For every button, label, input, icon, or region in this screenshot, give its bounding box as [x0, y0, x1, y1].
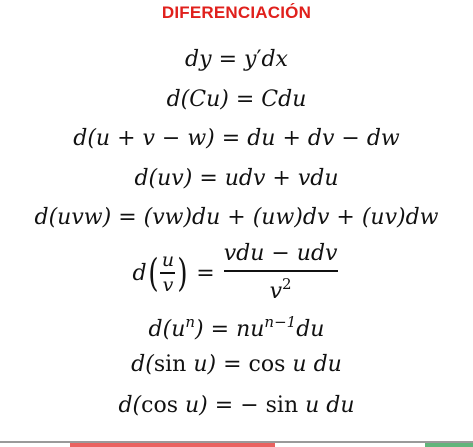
equals-sign: = [214, 393, 234, 418]
denominator-base: v [269, 278, 283, 304]
rhs-exponent: n−1 [264, 313, 297, 331]
right-paren: ) [177, 251, 189, 295]
left-paren: ( [147, 251, 159, 295]
formula-triple-product [0, 207, 473, 229]
result-fraction [221, 243, 341, 303]
formula-rhs: Cdu [261, 87, 307, 112]
formula-rhs-y: y [244, 47, 257, 72]
equals-sign: = [199, 166, 218, 191]
equals-sign: = [118, 205, 137, 230]
function-sin: sin [153, 352, 187, 377]
formula-dy [0, 49, 473, 71]
inner-numerator: u [161, 249, 175, 272]
prime-mark: ′ [256, 47, 262, 72]
equals-sign: = [218, 47, 237, 72]
formula-rhs-dx: dx [261, 47, 288, 72]
formula-lhs: dy [185, 47, 212, 72]
bottom-accent-green [425, 443, 473, 447]
formula-power [0, 315, 473, 341]
equals-sign: = [235, 87, 255, 112]
inner-denominator: v [162, 273, 174, 296]
formula-lhs: d(uvw) [34, 205, 112, 230]
formula-rhs-base: nu [236, 317, 265, 342]
formula-quotient [0, 240, 473, 306]
formula-lhs: d(uv) [134, 166, 193, 191]
denominator [270, 272, 292, 303]
formula-sine [0, 354, 473, 376]
inner-fraction [160, 251, 175, 295]
denominator-exponent: 2 [282, 274, 292, 293]
bottom-accent-red [70, 443, 275, 447]
formula-lhs-open: d( [131, 352, 154, 377]
formula-d: d [132, 260, 147, 286]
formula-rhs: u du [292, 352, 342, 377]
equals-sign: = [196, 260, 215, 286]
formula-cosine [0, 395, 473, 417]
minus-sign: − [240, 393, 259, 418]
function-cos: cos [141, 393, 178, 418]
formula-product [0, 168, 473, 190]
formula-rhs: (vw)du + (uw)dv + (uv)dw [143, 205, 439, 230]
formula-lhs-base: d(u [148, 317, 186, 342]
formula-sum-difference [0, 128, 473, 150]
formula-constant-multiple [0, 89, 473, 111]
formula-rhs: du + dv − dw [247, 126, 400, 151]
formula-rhs: udv + vdu [224, 166, 339, 191]
formula-lhs-close: u) [184, 393, 208, 418]
formula-lhs: d(Cu) [166, 87, 229, 112]
equals-sign: = [221, 126, 241, 151]
formula-rhs-du: du [296, 317, 325, 342]
page-title: DIFERENCIACIÓN [161, 3, 312, 22]
formula-lhs-open: d( [118, 393, 142, 418]
equals-sign: = [223, 352, 242, 377]
lhs-exponent: n [185, 313, 196, 331]
formula-lhs-close: u) [193, 352, 217, 377]
function-sin: sin [265, 393, 299, 418]
formula-lhs: d(u + v − w) [73, 126, 215, 151]
equals-sign: = [210, 317, 230, 342]
function-cos: cos [248, 352, 286, 377]
numerator: vdu − udv [223, 241, 338, 267]
formula-rhs: u du [305, 393, 355, 418]
formula-lhs-close: ) [195, 317, 204, 342]
